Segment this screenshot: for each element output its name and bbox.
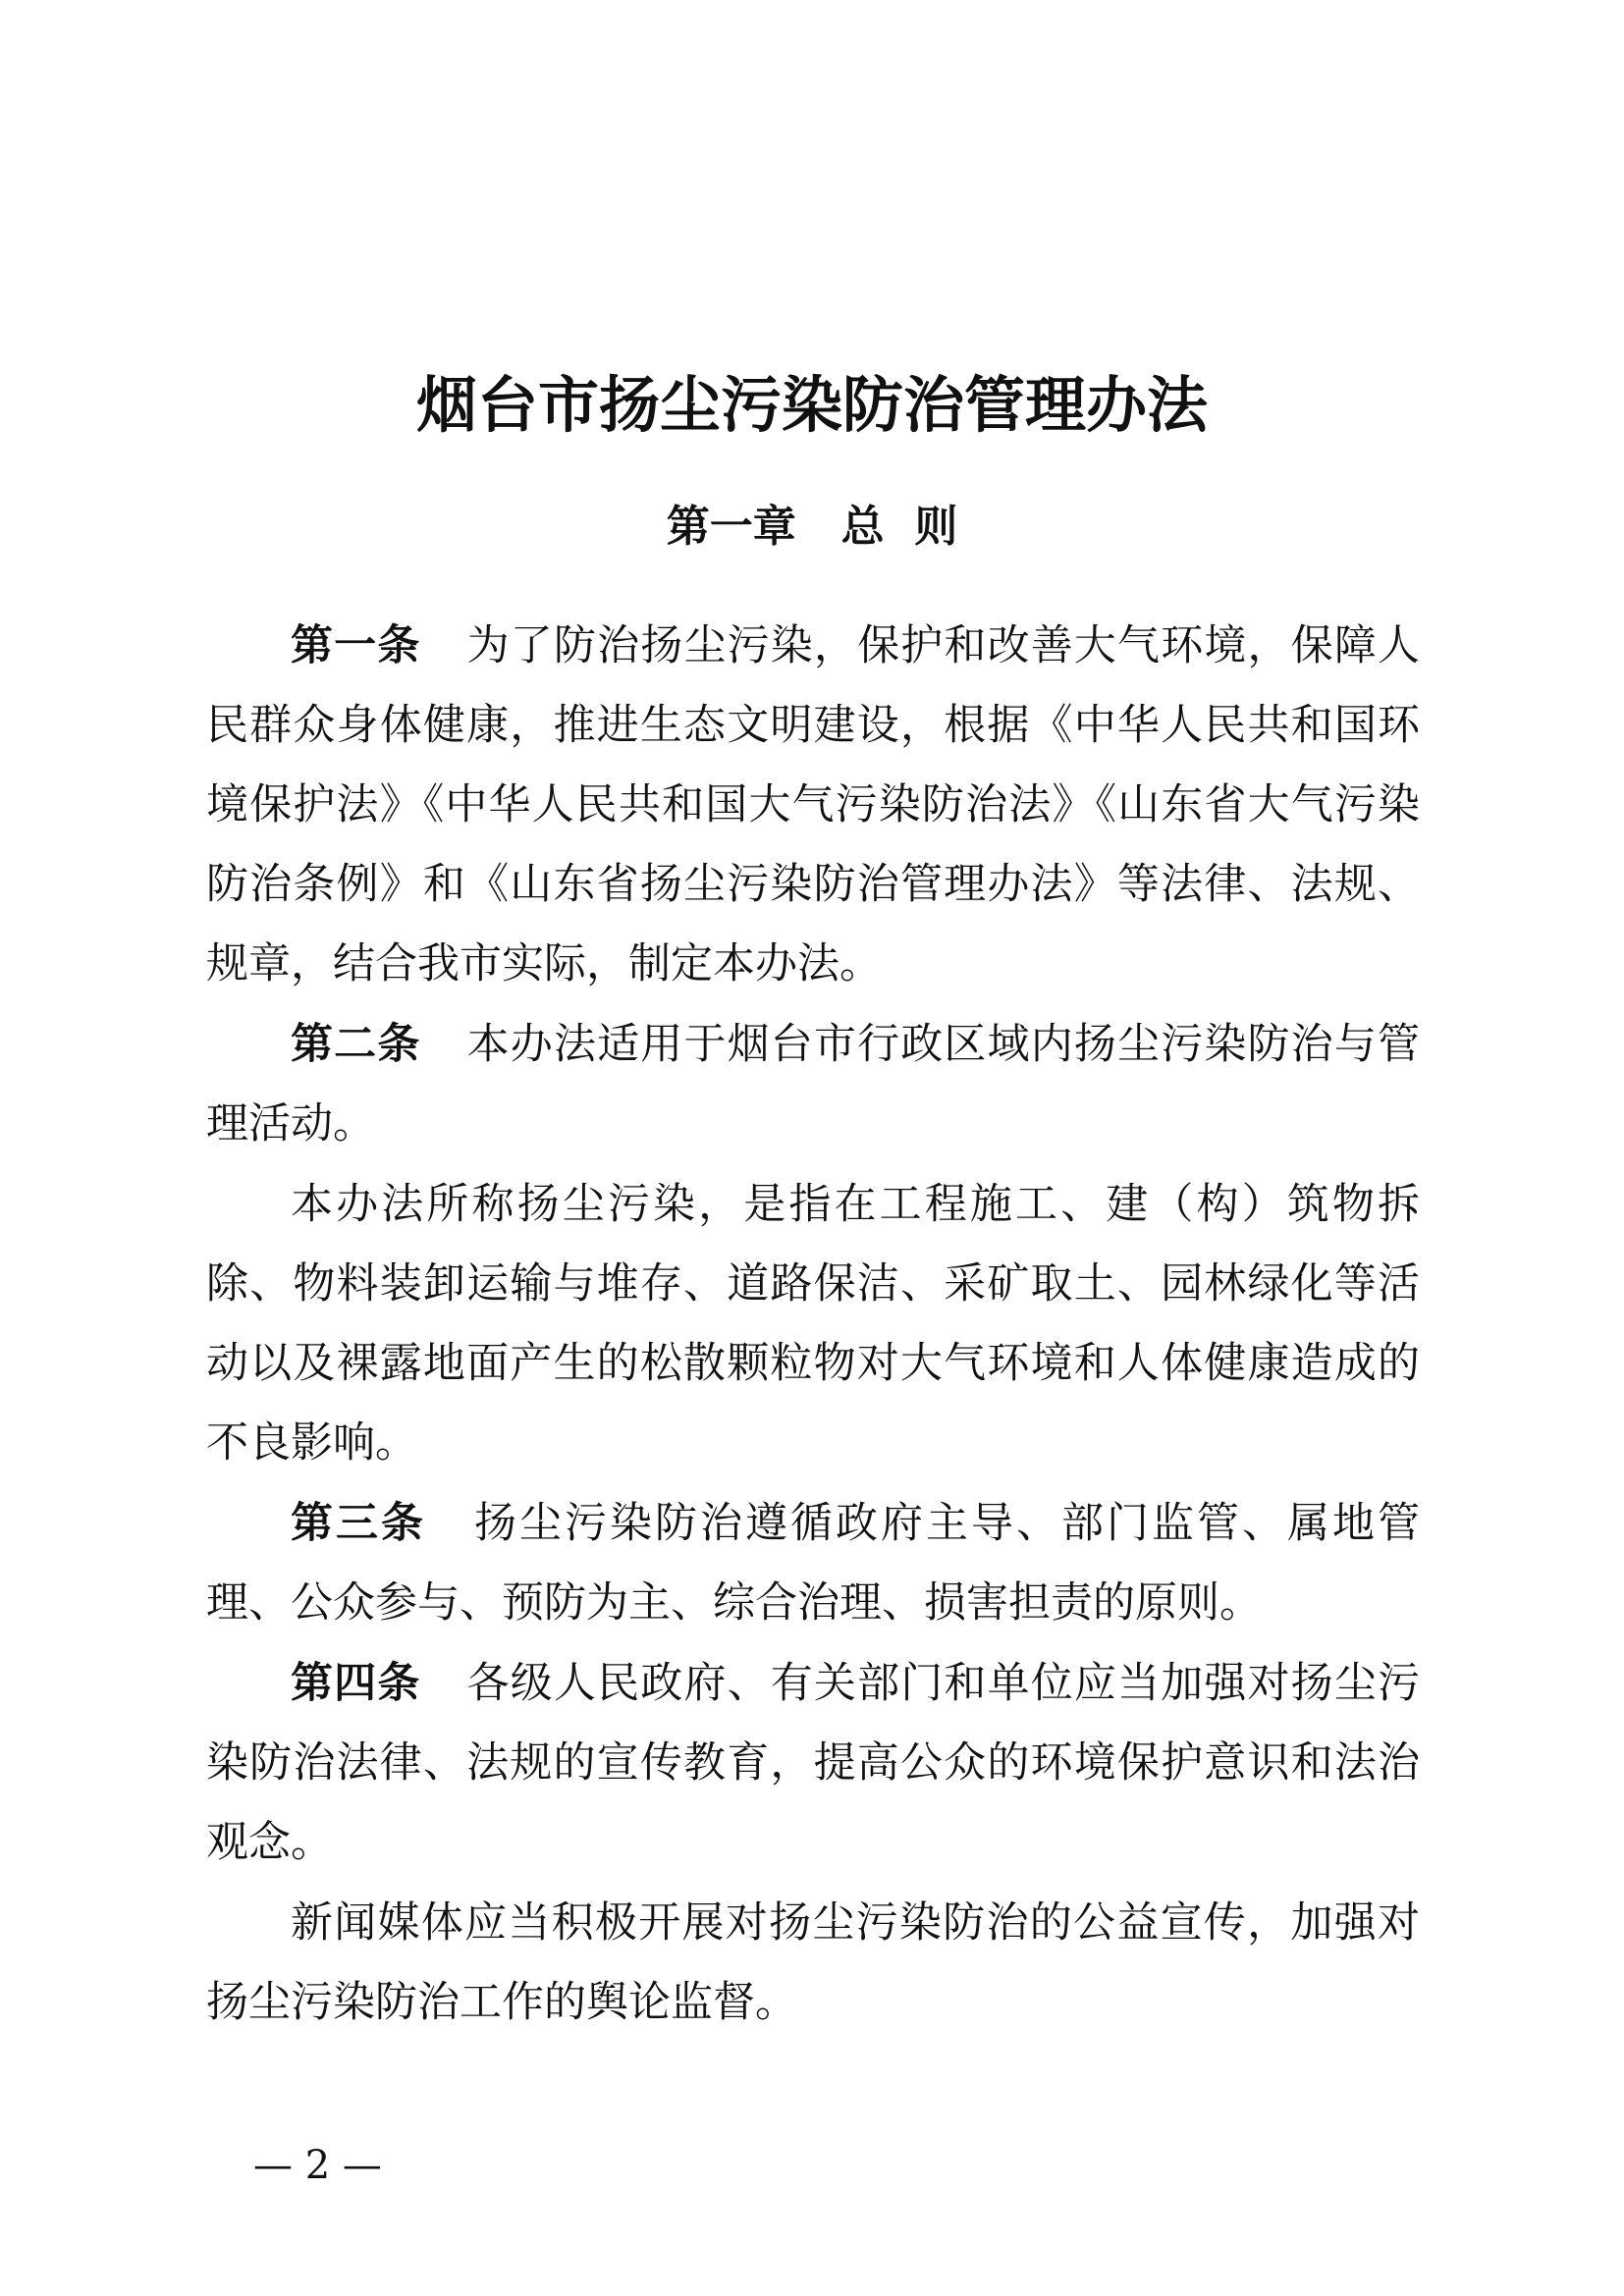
article-1: [206, 607, 1420, 1004]
article-3: [206, 1484, 1420, 1643]
article-label: 第三条: [291, 1499, 426, 1548]
document-title: 烟台市扬尘污染防治管理办法: [415, 369, 1208, 441]
article-text: 各级人民政府、有关部门和单位应当加强对扬尘污染防治法律、法规的宣传教育，提高公众的环境保护意识和法治观念。: [206, 1659, 1421, 1867]
article-text: 为了防治扬尘污染，保护和改善大气环境，保障人民群众身体健康，推进生态文明建设，根据《中华人民共和国环境保护法》《中华人民共和国大气污染防治法》《山东省大气污染防治条例》和《山东省扬尘污染防治管理办法》等法律、法规、规章，结合我市实际，制定本办法。: [206, 621, 1421, 988]
article-label: 第四条: [291, 1659, 421, 1708]
article-label: 第一条: [291, 621, 421, 670]
page-number: — 2 —: [253, 2143, 382, 2188]
article-4: [206, 1644, 1420, 1883]
article-text: 扬尘污染防治遵循政府主导、部门监管、属地管理、公众参与、预防为主、综合治理、损害担责的原则。: [206, 1499, 1420, 1628]
article-label: 第二条: [291, 1020, 421, 1069]
article-text: 本办法适用于烟台市行政区域内扬尘污染防治与管理活动。: [206, 1020, 1421, 1148]
document-body: [206, 607, 1420, 2043]
article-4-paragraph-2: [206, 1884, 1420, 2043]
article-2-paragraph-2: [206, 1165, 1420, 1483]
article-text: 新闻媒体应当积极开展对扬尘污染防治的公益宣传，加强对扬尘污染防治工作的舆论监督。: [206, 1898, 1420, 2027]
article-2: [206, 1005, 1420, 1164]
article-text: 本办法所称扬尘污染，是指在工程施工、建（构）筑物拆除、物料装卸运输与堆存、道路保洁、采矿取土、园林绿化等活动以及裸露地面产生的松散颗粒物对大气环境和人体健康造成的不良影响。: [206, 1180, 1420, 1468]
chapter-heading: 第一章 总 则: [666, 502, 958, 552]
